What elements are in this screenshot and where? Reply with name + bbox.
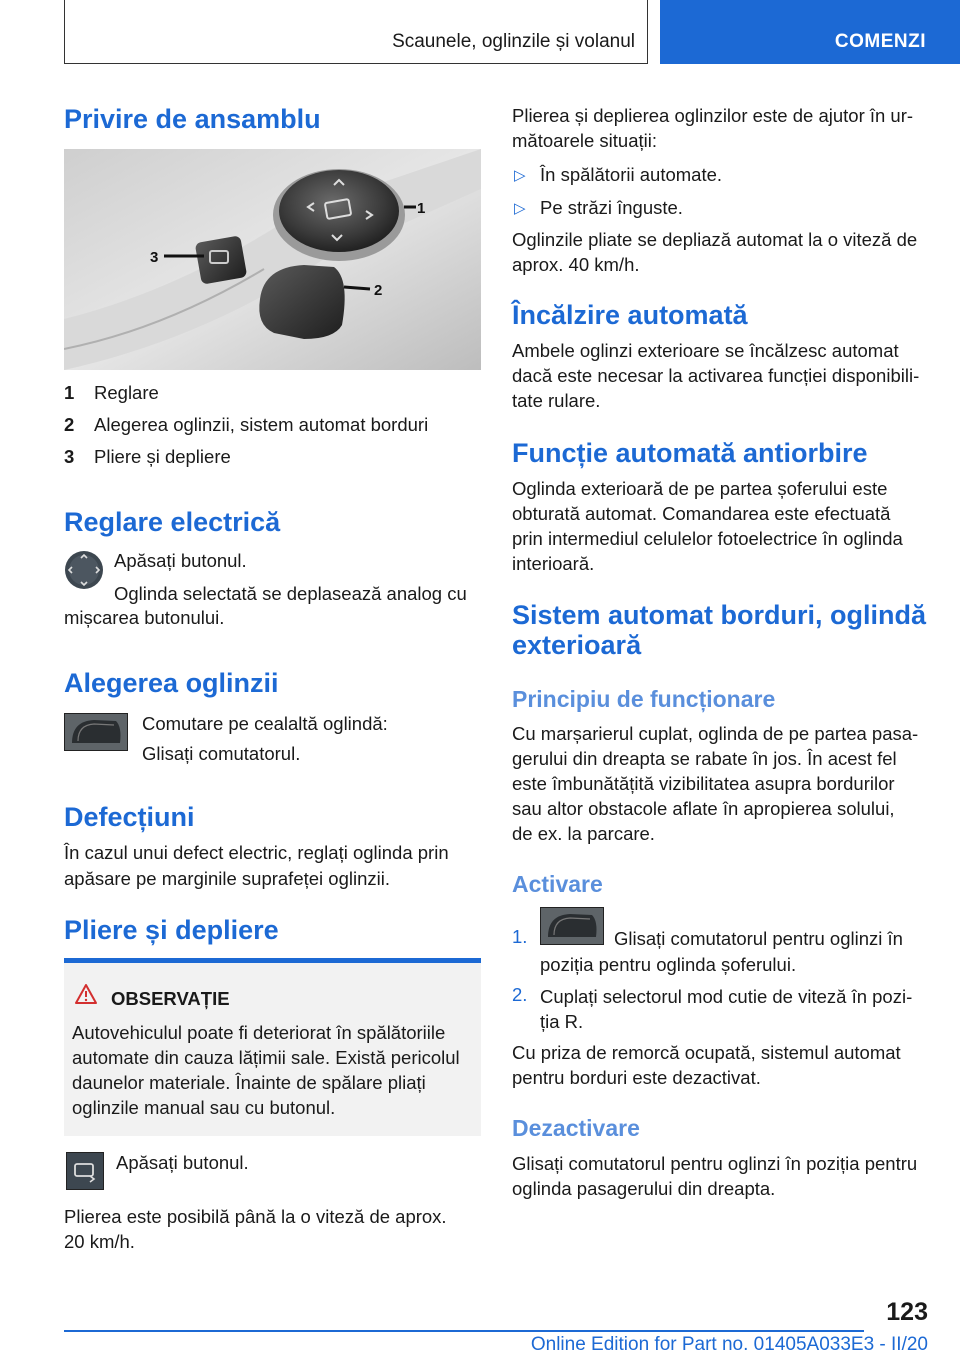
- section-tab-label: COMENZI: [834, 31, 926, 52]
- principle-line-1: Cu marșarierul cuplat, oglinda de pe partea pasa-: [512, 723, 919, 744]
- edition-info: Online Edition for Part no. 01405A033E3 - II/20: [530, 1334, 928, 1355]
- auto-unfold-line-1: Oglinzile pliate se depliază automat la o viteză de: [512, 229, 918, 250]
- fold-text-1: Apăsați butonul.: [116, 1152, 249, 1173]
- trailer-line-2: pentru borduri este dezactivat.: [512, 1067, 761, 1088]
- heating-line-2: dacă este necesar la activarea funcției disponibili-: [512, 365, 920, 386]
- electric-text-1: Apăsați butonul.: [114, 550, 247, 571]
- callout-1: 1: [417, 200, 426, 217]
- section-tab[interactable]: [660, 0, 960, 64]
- warning-title: OBSERVAȚIE: [111, 988, 230, 1009]
- warning-line-1: Autovehiculul poate fi deteriorat în spălătoriile: [72, 1022, 446, 1043]
- antiglare-line-3: prin intermediul celulelor fotoelectrice în oglinda: [512, 528, 903, 549]
- warning-triangle-icon: [74, 983, 98, 1005]
- bullet-icon: ▷: [514, 167, 526, 184]
- step-number: 2.: [512, 984, 528, 1005]
- electric-text-2a: Oglinda selectată se deplasează analog cu: [114, 583, 467, 604]
- bullet-item-2: Pe străzi înguste.: [540, 197, 683, 218]
- fold-button-icon: [66, 1152, 104, 1190]
- overview-heading: Privire de ansamblu: [64, 104, 321, 134]
- activation-heading: Activare: [512, 871, 603, 897]
- legend-num: 2: [64, 414, 75, 435]
- antiglare-line-4: interioară.: [512, 553, 595, 574]
- step-1-line-1: Glisați comutatorul pentru oglinzi în: [614, 928, 903, 949]
- heating-line-3: tate rulare.: [512, 390, 601, 411]
- legend-item-3: [64, 446, 481, 471]
- principle-line-4: sau altor obstacole aflate în apropierea solului,: [512, 798, 895, 819]
- chapter-title: Scaunele, oglinzile și volanul: [392, 31, 635, 52]
- auto-unfold-line-2: aprox. 40 km/h.: [512, 254, 640, 275]
- mirror-switch-icon: [540, 907, 604, 945]
- joystick-button-icon: [64, 550, 104, 590]
- curb-heading-line-1: Sistem automat borduri, oglindă: [512, 600, 927, 630]
- electric-text-2b: mișcarea butonului.: [64, 607, 225, 628]
- callout-3: 3: [150, 249, 159, 266]
- callout-2: 2: [374, 282, 383, 299]
- heating-line-1: Ambele oglinzi exterioare se încălzesc automat: [512, 340, 899, 361]
- page-number: 123: [886, 1298, 928, 1326]
- deactivation-line-2: oglinda pasagerului din dreapta.: [512, 1178, 776, 1199]
- warning-line-3: daunelor materiale. Înainte de spălare pliați: [72, 1072, 426, 1093]
- fold-text-2a: Plierea este posibilă până la o viteză de aprox.: [64, 1206, 447, 1227]
- bullet-item-1: În spălătorii automate.: [540, 164, 723, 185]
- legend-item-1: [64, 382, 481, 407]
- mirror-select-text-2: Glisați comutatorul.: [142, 743, 301, 764]
- antiglare-line-1: Oglinda exterioară de pe partea șoferului este: [512, 478, 888, 499]
- fold-heading: Pliere și depliere: [64, 915, 279, 945]
- warning-line-2: automate din cauza lățimii sale. Există pericolul: [72, 1047, 460, 1068]
- defects-text-1: În cazul unui defect electric, reglați oglinda prin: [64, 842, 449, 863]
- curb-heading-line-2: exterioară: [512, 630, 642, 660]
- step-1-line-2: poziția pentru oglinda șoferului.: [540, 954, 797, 975]
- electric-adjust-heading: Reglare electrică: [64, 507, 281, 537]
- principle-line-2: gerului din dreapta se rabate în jos. În acest fel: [512, 748, 897, 769]
- warning-box: [64, 958, 481, 1136]
- legend-num: 3: [64, 446, 75, 467]
- intro-line-2: mătoarele situații:: [512, 130, 657, 151]
- mirror-controls-photo: [64, 149, 481, 370]
- trailer-line-1: Cu priza de remorcă ocupată, sistemul automat: [512, 1042, 901, 1063]
- mirror-select-text-1: Comutare pe cealaltă oglindă:: [142, 713, 388, 734]
- deactivation-heading: Dezactivare: [512, 1115, 640, 1141]
- antiglare-line-2: obturată automat. Comandarea este efectuată: [512, 503, 891, 524]
- principle-line-5: de ex. la parcare.: [512, 823, 655, 844]
- bullet-icon: ▷: [514, 200, 526, 217]
- defects-text-2: apăsare pe marginile suprafeței oglinzii.: [64, 868, 390, 889]
- defects-heading: Defecțiuni: [64, 802, 195, 832]
- antiglare-heading: Funcție automată antiorbire: [512, 438, 868, 468]
- legend-text: Reglare: [94, 382, 159, 403]
- legend-num: 1: [64, 382, 75, 403]
- warning-line-4: oglinzile manual sau cu butonul.: [72, 1097, 336, 1118]
- fold-text-2b: 20 km/h.: [64, 1231, 135, 1252]
- step-2-line-1: Cuplați selectorul mod cutie de viteză în pozi-: [540, 986, 913, 1007]
- step-number: 1.: [512, 926, 528, 947]
- legend-item-2: [64, 414, 481, 439]
- principle-heading: Principiu de funcționare: [512, 686, 776, 712]
- mirror-select-heading: Alegerea oglinzii: [64, 668, 279, 698]
- step-2-line-2: ția R.: [540, 1011, 584, 1032]
- deactivation-line-1: Glisați comutatorul pentru oglinzi în poziția pentru: [512, 1153, 918, 1174]
- heating-heading: Încălzire automată: [512, 300, 748, 330]
- legend-text: Alegerea oglinzii, sistem automat borduri: [94, 414, 429, 435]
- intro-line-1: Plierea și deplierea oglinzilor este de ajutor în ur-: [512, 105, 914, 126]
- header-title-box: [64, 0, 648, 64]
- footer-divider: [64, 1330, 864, 1332]
- legend-text: Pliere și depliere: [94, 446, 231, 467]
- principle-line-3: este îmbunătățită vizibilitatea asupra bordurilor: [512, 773, 895, 794]
- mirror-switch-icon: [64, 713, 128, 751]
